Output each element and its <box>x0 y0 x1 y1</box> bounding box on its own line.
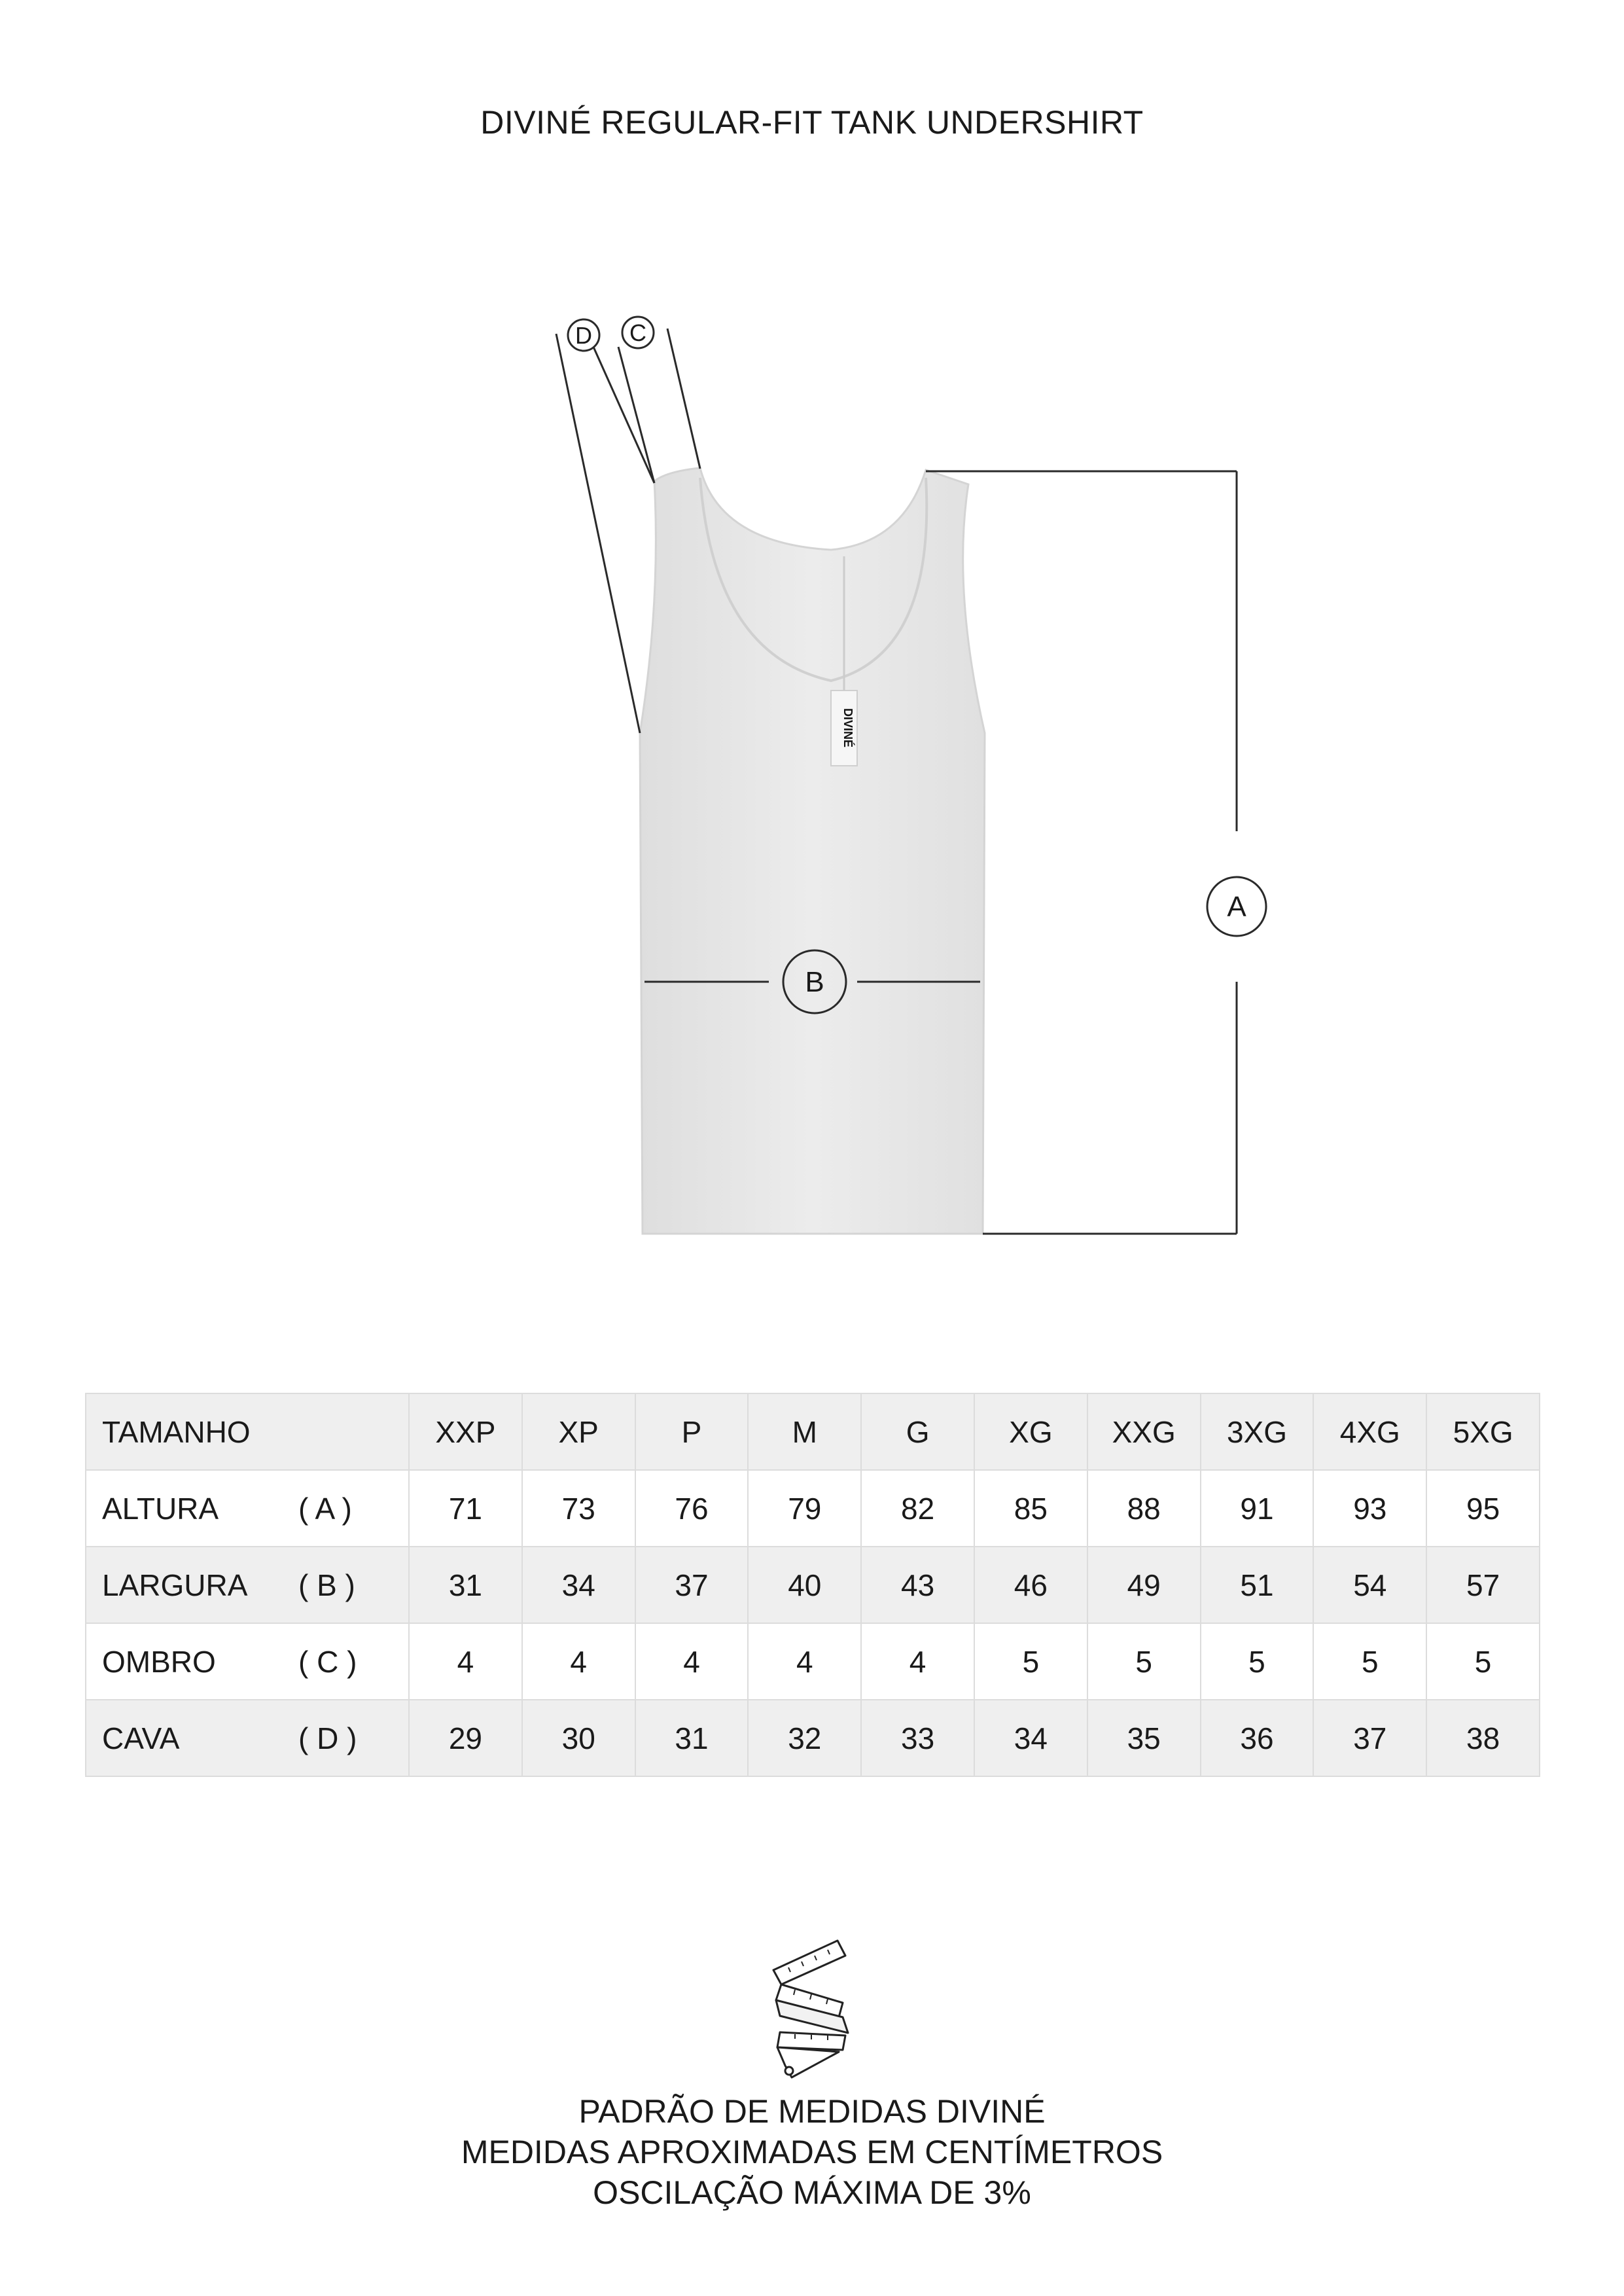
size-header: G <box>861 1393 974 1470</box>
table-cell: 4 <box>522 1623 635 1700</box>
table-cell: 32 <box>748 1700 861 1776</box>
callout-d-label: D <box>575 322 592 349</box>
table-cell: 31 <box>409 1547 522 1623</box>
table-cell: 40 <box>748 1547 861 1623</box>
table-header-row <box>86 1393 1540 1470</box>
table-cell: 85 <box>974 1470 1087 1547</box>
measuring-tape-icon <box>766 1937 857 2081</box>
table-cell: 91 <box>1201 1470 1314 1547</box>
table-cell: 34 <box>522 1547 635 1623</box>
table-cell: 73 <box>522 1470 635 1547</box>
table-cell: 51 <box>1201 1547 1314 1623</box>
table-cell: 37 <box>1313 1700 1426 1776</box>
table-cell: 30 <box>522 1700 635 1776</box>
callout-a-label: A <box>1227 891 1246 923</box>
table-cell: 31 <box>635 1700 749 1776</box>
table-cell: 76 <box>635 1470 749 1547</box>
size-header: P <box>635 1393 749 1470</box>
row-code: ( B ) <box>298 1568 355 1602</box>
table-cell: 33 <box>861 1700 974 1776</box>
footer-notes <box>0 2091 1624 2213</box>
size-header: XXG <box>1087 1393 1201 1470</box>
page-title: DIVINÉ REGULAR-FIT TANK UNDERSHIRT <box>480 104 1144 141</box>
table-cell: 5 <box>1426 1623 1540 1700</box>
size-header: 5XG <box>1426 1393 1540 1470</box>
row-header <box>86 1470 409 1547</box>
table-cell: 35 <box>1087 1700 1201 1776</box>
tag-text: DIVINÉ <box>841 708 855 748</box>
size-header: 4XG <box>1313 1393 1426 1470</box>
table-cell: 4 <box>409 1623 522 1700</box>
table-cell: 71 <box>409 1470 522 1547</box>
size-header: 3XG <box>1201 1393 1314 1470</box>
table-cell: 5 <box>1313 1623 1426 1700</box>
row-header <box>86 1700 409 1776</box>
table-cell: 49 <box>1087 1547 1201 1623</box>
size-header: M <box>748 1393 861 1470</box>
row-code: ( D ) <box>298 1721 357 1755</box>
header-label: TAMANHO <box>86 1393 409 1470</box>
table-cell: 4 <box>748 1623 861 1700</box>
table-cell: 54 <box>1313 1547 1426 1623</box>
table-cell: 4 <box>861 1623 974 1700</box>
table-row <box>86 1700 1540 1776</box>
size-header: XXP <box>409 1393 522 1470</box>
row-header <box>86 1547 409 1623</box>
table-cell: 88 <box>1087 1470 1201 1547</box>
table-row <box>86 1470 1540 1547</box>
callout-c-label: C <box>629 319 646 346</box>
table-cell: 36 <box>1201 1700 1314 1776</box>
table-cell: 38 <box>1426 1700 1540 1776</box>
table-cell: 34 <box>974 1700 1087 1776</box>
table-cell: 29 <box>409 1700 522 1776</box>
table-row <box>86 1547 1540 1623</box>
table-cell: 95 <box>1426 1470 1540 1547</box>
tank-top-shape <box>640 468 985 1234</box>
table-cell: 93 <box>1313 1470 1426 1547</box>
size-chart-table <box>85 1393 1540 1777</box>
row-code: ( C ) <box>298 1644 357 1679</box>
row-label: CAVA <box>102 1721 180 1755</box>
table-cell: 57 <box>1426 1547 1540 1623</box>
table-cell: 5 <box>974 1623 1087 1700</box>
row-code: ( A ) <box>298 1491 352 1526</box>
table-cell: 46 <box>974 1547 1087 1623</box>
table-cell: 37 <box>635 1547 749 1623</box>
dimension-d <box>556 334 654 733</box>
size-header: XP <box>522 1393 635 1470</box>
table-row <box>86 1623 1540 1700</box>
callout-b-label: B <box>805 966 824 998</box>
table-cell: 82 <box>861 1470 974 1547</box>
dimension-c <box>618 329 700 483</box>
table-cell: 4 <box>635 1623 749 1700</box>
table-cell: 5 <box>1087 1623 1201 1700</box>
footer-line-2: MEDIDAS APROXIMADAS EM CENTÍMETROS <box>461 2134 1163 2170</box>
row-label: ALTURA <box>102 1491 219 1526</box>
table-cell: 79 <box>748 1470 861 1547</box>
table-cell: 43 <box>861 1547 974 1623</box>
table-cell: 5 <box>1201 1623 1314 1700</box>
row-header <box>86 1623 409 1700</box>
row-label: LARGURA <box>102 1568 248 1602</box>
footer-line-1: PADRÃO DE MEDIDAS DIVINÉ <box>578 2093 1046 2130</box>
footer-line-3: OSCILAÇÃO MÁXIMA DE 3% <box>593 2174 1031 2211</box>
row-label: OMBRO <box>102 1644 216 1679</box>
size-header: XG <box>974 1393 1087 1470</box>
